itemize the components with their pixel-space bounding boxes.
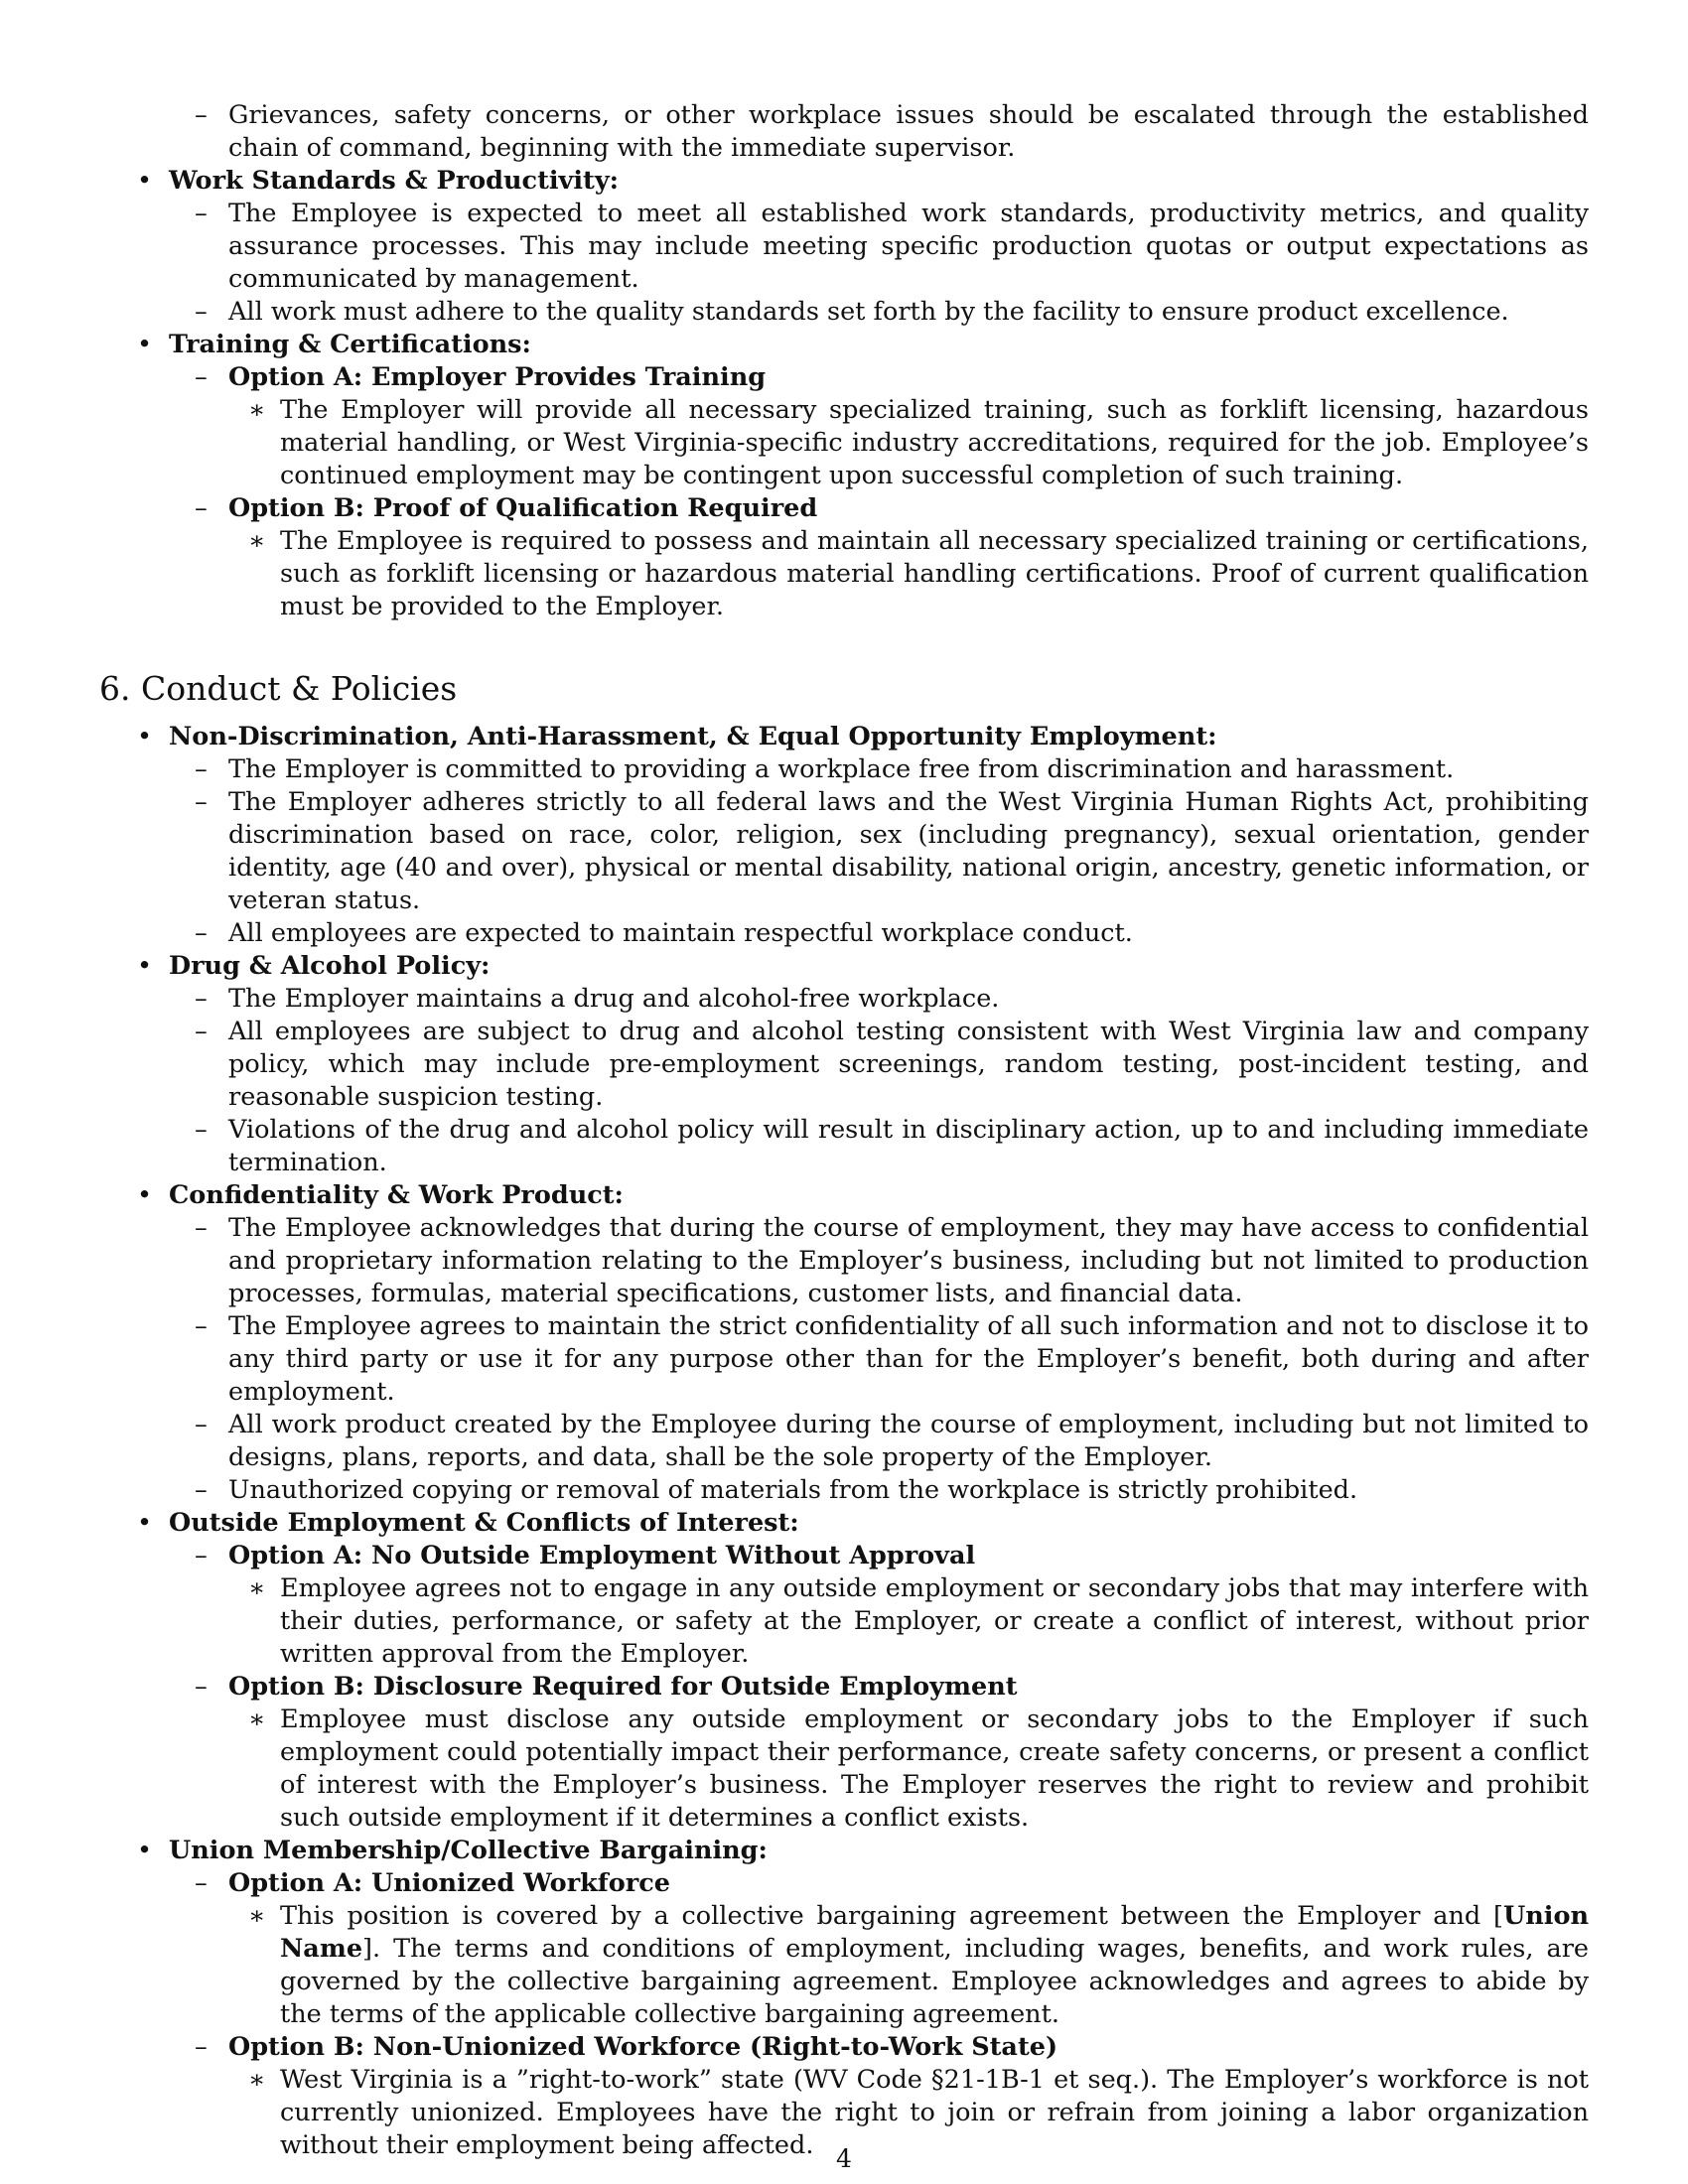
- bullet-marker: •: [137, 1508, 153, 1538]
- list-item: [99, 1212, 1589, 1310]
- list-item: [99, 1114, 1589, 1179]
- item-text: All employees are expected to maintain respectful workplace conduct.: [228, 918, 1133, 948]
- bullet-marker: •: [137, 951, 153, 981]
- list-item-outside-employment: [99, 1507, 1589, 1540]
- dash-marker: –: [195, 918, 208, 948]
- option-title: Option B: Disclosure Required for Outside Employment: [228, 1672, 1018, 1702]
- page-number: 4: [836, 2144, 852, 2173]
- list-item-grievances: [99, 99, 1589, 165]
- bullet-marker: •: [137, 722, 153, 751]
- section-number: 6.: [99, 669, 131, 708]
- bullet-marker: •: [137, 330, 153, 359]
- page-content: [99, 99, 1589, 2162]
- dash-marker: –: [195, 1115, 208, 1145]
- union-name-placeholder: Union Name: [280, 1901, 1589, 1964]
- option-title: Option B: Proof of Qualification Required: [228, 493, 818, 523]
- list-item: [99, 198, 1589, 296]
- option-heading: [99, 2031, 1589, 2064]
- item-text: The Employer maintains a drug and alcohol-free workplace.: [228, 984, 1000, 1014]
- star-marker: ∗: [248, 1705, 266, 1734]
- option-heading: [99, 1540, 1589, 1572]
- list-item: [99, 983, 1589, 1016]
- item-text-after: ]. The terms and conditions of employment, including wages, benefits, and work rules, are governed by the collective bargaining agreement. Employee acknowledges and agrees to abide by the terms of the applicable collective bargaining agreement.: [280, 1934, 1589, 2029]
- option-title: Option A: Unionized Workforce: [228, 1868, 670, 1898]
- list-item: [99, 1310, 1589, 1409]
- list-item-training: [99, 329, 1589, 361]
- list-item: [99, 786, 1589, 917]
- dash-marker: –: [195, 754, 208, 784]
- item-heading: Training & Certifications:: [169, 330, 531, 359]
- dash-marker: –: [195, 1475, 208, 1505]
- item-text: All employees are subject to drug and alcohol testing consistent with West Virginia law and company policy, which may include pre-employment screenings, random testing, post-incident testing, and reasonable suspicion testing.: [228, 1017, 1589, 1112]
- dash-marker: –: [195, 984, 208, 1014]
- dash-marker: –: [195, 1410, 208, 1439]
- item-text: The Employer adheres strictly to all federal laws and the West Virginia Human Rights Act, prohibiting discrimination based on race, color, religion, sex (including pregnancy), sexual orientation, gender identity, age (40 and over), physical or mental disability, national origin, ancestry, genetic information, or veteran status.: [228, 787, 1589, 915]
- item-text: Unauthorized copying or removal of materials from the workplace is strictly prohibited.: [228, 1475, 1358, 1505]
- list-item: [99, 1409, 1589, 1474]
- bullet-marker: •: [137, 166, 153, 196]
- item-text: The Employer will provide all necessary specialized training, such as forklift licensing, hazardous material handling, or West Virginia-specific industry accreditations, required for the job. Employee’s continued employment may be contingent upon successful completion of such training.: [280, 395, 1589, 490]
- option-text: [99, 394, 1589, 492]
- list-item-work-standards: [99, 165, 1589, 198]
- bullet-marker: •: [137, 1836, 153, 1865]
- dash-marker: –: [195, 1541, 208, 1570]
- dash-marker: –: [195, 100, 208, 130]
- dash-marker: –: [195, 1672, 208, 1702]
- star-marker: ∗: [248, 526, 266, 556]
- dash-marker: –: [195, 1311, 208, 1341]
- item-text: The Employer is committed to providing a workplace free from discrimination and harassment.: [228, 754, 1455, 784]
- list-item-confidentiality: [99, 1179, 1589, 1212]
- item-text: Grievances, safety concerns, or other workplace issues should be escalated through the established chain of command, beginning with the immediate supervisor.: [228, 100, 1589, 163]
- item-text: The Employee is required to possess and maintain all necessary specialized training or certifications, such as forklift licensing or hazardous material handling certifications. Proof of current qualification must be provided to the Employer.: [280, 526, 1589, 621]
- item-heading: Outside Employment & Conflicts of Interest:: [169, 1508, 799, 1538]
- list-item: [99, 917, 1589, 950]
- list-item-drug-alcohol: [99, 950, 1589, 983]
- item-text: The Employee agrees to maintain the strict confidentiality of all such information and not to disclose it to any third party or use it for any purpose other than for the Employer’s benefit, both during and after employment.: [228, 1311, 1589, 1407]
- option-title: Option A: Employer Provides Training: [228, 362, 767, 392]
- dash-marker: –: [195, 1868, 208, 1898]
- dash-marker: –: [195, 297, 208, 327]
- list-item: [99, 753, 1589, 786]
- option-text: [99, 1704, 1589, 1835]
- dash-marker: –: [195, 1017, 208, 1046]
- item-heading: Confidentiality & Work Product:: [169, 1180, 624, 1210]
- option-heading: [99, 361, 1589, 394]
- list-item: [99, 1474, 1589, 1507]
- dash-marker: –: [195, 199, 208, 228]
- option-title: Option A: No Outside Employment Without Approval: [228, 1541, 976, 1570]
- item-text-before: This position is covered by a collective bargaining agreement between the Employer and [: [280, 1901, 1503, 1931]
- item-text: Violations of the drug and alcohol policy will result in disciplinary action, up to and including immediate termination.: [228, 1115, 1589, 1177]
- item-text: Employee agrees not to engage in any outside employment or secondary jobs that may interfere with their duties, performance, or safety at the Employer, or create a conflict of interest, without prior written approval from the Employer.: [280, 1573, 1589, 1669]
- star-marker: ∗: [248, 2065, 266, 2095]
- bullet-marker: •: [137, 1180, 153, 1210]
- option-text: [99, 1572, 1589, 1671]
- item-text: The Employee is expected to meet all established work standards, productivity metrics, and quality assurance processes. This may include meeting specific production quotas or output expectations as communicated by management.: [228, 199, 1589, 294]
- option-heading: [99, 492, 1589, 525]
- option-title: Option B: Non-Unionized Workforce (Right-to-Work State): [228, 2032, 1058, 2062]
- list-item-non-discrimination: [99, 721, 1589, 753]
- list-item: [99, 1016, 1589, 1114]
- option-heading: [99, 1671, 1589, 1704]
- item-heading: Drug & Alcohol Policy:: [169, 951, 491, 981]
- option-heading: [99, 1867, 1589, 1900]
- item-text: West Virginia is a ”right-to-work” state (WV Code §21-1B-1 et seq.). The Employer’s workforce is not currently unionized. Employees have the right to join or refrain from joining a labor organization without their employment being affected.: [280, 2065, 1589, 2160]
- item-heading: Non-Discrimination, Anti-Harassment, & Equal Opportunity Employment:: [169, 722, 1217, 751]
- dash-marker: –: [195, 1213, 208, 1243]
- item-text: All work product created by the Employee during the course of employment, including but not limited to designs, plans, reports, and data, shall be the sole property of the Employer.: [228, 1410, 1589, 1472]
- star-marker: ∗: [248, 1901, 266, 1931]
- section-title: Conduct & Policies: [141, 669, 458, 708]
- list-item: [99, 296, 1589, 329]
- star-marker: ∗: [248, 1573, 266, 1603]
- star-marker: ∗: [248, 395, 266, 425]
- item-heading: Union Membership/Collective Bargaining:: [169, 1836, 768, 1865]
- item-heading: Work Standards & Productivity:: [169, 166, 620, 196]
- item-text: All work must adhere to the quality standards set forth by the facility to ensure product excellence.: [228, 297, 1509, 327]
- dash-marker: –: [195, 362, 208, 392]
- item-text: Employee must disclose any outside employment or secondary jobs to the Employer if such employment could potentially impact their performance, create safety concerns, or present a conflict of interest with the Employer’s business. The Employer reserves the right to review and prohibit such outside employment if it determines a conflict exists.: [280, 1705, 1589, 1833]
- item-text: The Employee acknowledges that during the course of employment, they may have access to confidential and proprietary information relating to the Employer’s business, including but not limited to production processes, formulas, material specifications, customer lists, and financial data.: [228, 1213, 1589, 1308]
- dash-marker: –: [195, 2032, 208, 2062]
- section-heading: [99, 669, 1589, 709]
- dash-marker: –: [195, 493, 208, 523]
- dash-marker: –: [195, 787, 208, 817]
- option-text: [99, 1900, 1589, 2031]
- list-item-union: [99, 1835, 1589, 1867]
- option-text: [99, 525, 1589, 623]
